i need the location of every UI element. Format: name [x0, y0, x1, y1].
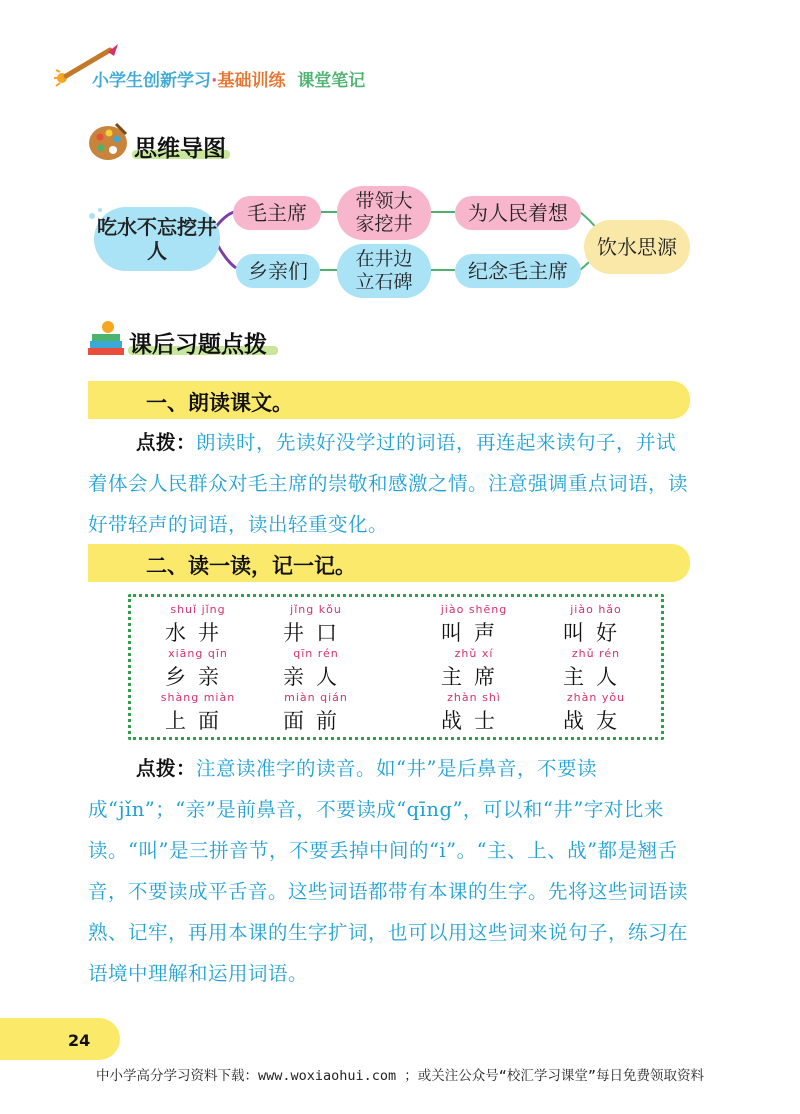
page-number-tab [0, 1018, 120, 1060]
word-cell [271, 691, 361, 735]
word-cell [153, 691, 243, 735]
q1-tip-label: 点拨： [136, 431, 197, 454]
word-pinyin: shuǐ jǐng [170, 603, 226, 616]
word-pinyin: jiào shēng [440, 603, 508, 616]
mindmap-node-lead-digging: 带领大家挖井 [337, 186, 431, 240]
word-pinyin: qīn rén [293, 647, 339, 660]
q1-title: 一、朗读课文。 [146, 390, 293, 415]
mindmap-node-chairman: 毛主席 [233, 196, 321, 230]
word-text: 叫好 [563, 621, 629, 645]
header-series: 小学生创新学习 [92, 71, 211, 91]
word-text: 面前 [283, 709, 349, 733]
footer-note: 中小学高分学习资料下载：www.woxiaohui.com ；或关注公众号“校汇学习课堂”每日免费领取资料 [95, 1068, 705, 1084]
header-subtitle-1: 基础训练 [217, 71, 286, 91]
word-text: 叫声 [441, 621, 507, 645]
word-pinyin: xiāng qīn [168, 647, 228, 660]
word-cell [271, 647, 361, 691]
word-pinyin: jiào hǎo [570, 603, 622, 616]
header-separator: · [211, 71, 218, 91]
word-pinyin: miàn qián [284, 691, 348, 704]
q2-tip-text: 注意读准字的读音。如“井”是后鼻音，不要读成“jǐn”；“亲”是前鼻音，不要读成“qīng”，可以和“井”字对比来读。“叫”是三拼音节，不要丢掉中间的“i”。“主、上、战”都是翘舌音，不要读成平舌音。这些词语都带有本课的生字。先将这些词语读熟、记牢，再用本课的生字扩词，也可以用这些词来说句子，练习在语境中理解和运用词语。 [88, 757, 689, 985]
word-cell [429, 603, 519, 647]
page-number: 24 [68, 1031, 91, 1050]
word-cell [153, 647, 243, 691]
word-cell [551, 603, 641, 647]
word-pinyin: zhǔ xí [454, 647, 494, 660]
word-cell [153, 603, 243, 647]
mindmap-node-for-people: 为人民着想 [455, 196, 581, 230]
palette-icon [86, 120, 130, 164]
word-cell [271, 603, 361, 647]
word-cell [429, 647, 519, 691]
header-subtitle-2: 课堂笔记 [297, 71, 366, 91]
q2-tip-label: 点拨： [136, 757, 197, 780]
q2-tip [88, 748, 693, 994]
q1-tip-text: 朗读时，先读好没学过的词语，再连起来读句子，并试着体会人民群众对毛主席的崇敬和感激之情。注意强调重点词语，读好带轻声的词语，读出轻重变化。 [88, 431, 689, 536]
word-table [128, 594, 664, 740]
mindmap-center-node: 吃水不忘挖井人 [94, 207, 220, 271]
word-pinyin: jǐng kǒu [290, 603, 342, 616]
word-text: 战士 [441, 709, 507, 733]
word-cell [551, 647, 641, 691]
mindmap-section-title: 思维导图 [134, 136, 226, 162]
word-text: 主席 [441, 665, 507, 689]
mindmap-end-node: 饮水思源 [584, 220, 690, 274]
word-cell [551, 691, 641, 735]
word-pinyin: zhàn yǒu [566, 691, 626, 704]
word-text: 战友 [563, 709, 629, 733]
word-text: 上面 [165, 709, 231, 733]
word-text: 亲人 [283, 665, 349, 689]
word-text: 水井 [165, 621, 231, 645]
word-pinyin: zhǔ rén [571, 647, 621, 660]
exercise-section-title: 课后习题点拨 [129, 332, 267, 358]
word-text: 乡亲 [165, 665, 231, 689]
q1-tip [88, 422, 693, 545]
mindmap-node-villagers: 乡亲们 [236, 254, 320, 288]
q2-title: 二、读一读，记一记。 [146, 553, 356, 578]
mindmap-node-stone-tablet: 在井边立石碑 [337, 244, 431, 298]
word-text: 主人 [563, 665, 629, 689]
word-text: 井口 [283, 621, 349, 645]
word-cell [429, 691, 519, 735]
word-pinyin: shàng miàn [160, 691, 236, 704]
header-title [92, 66, 365, 91]
word-pinyin: zhàn shì [447, 691, 501, 704]
mindmap-node-commemorate: 纪念毛主席 [455, 254, 581, 288]
books-icon [84, 318, 128, 362]
